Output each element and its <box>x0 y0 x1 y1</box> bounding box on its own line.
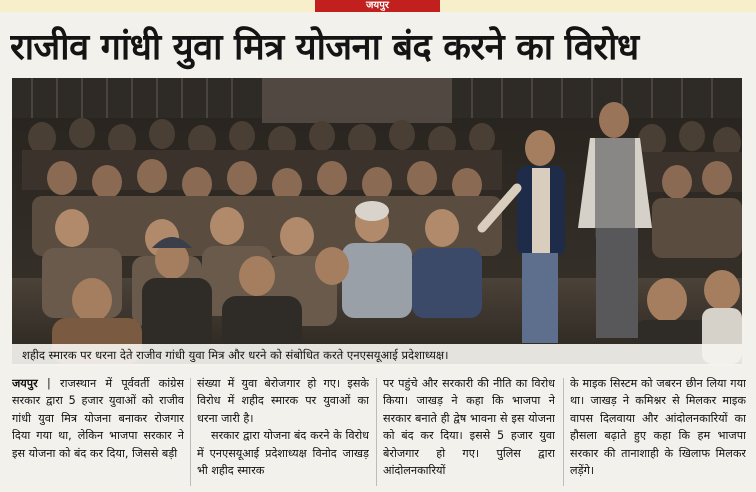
article-text-col3: पर पहुंचे और सरकारी की नीति का विरोध किया। जाखड़ ने कहा कि भाजपा ने सरकार बनाते ही द्वेष भावना से इस योजना को बंद कर दिया। इससे 5 हजार युवा बेरोजगार हो गए। पुलिस द्वारा आंदोलनकारियों <box>383 377 555 478</box>
protest-crowd-illustration <box>12 78 742 364</box>
article-text-col1: राजस्थान में पूर्ववर्ती कांग्रेस सरकार द्वारा 5 हजार युवाओं को राजीव गांधी युवा मित्र योजना बनाकर रोजगार दिया गया था, लेकिन भाजपा सरकार ने इस योजना को बंद कर दिया, जिससे बड़ी <box>12 377 184 460</box>
column-divider <box>563 378 564 486</box>
photo-caption: शहीद स्मारक पर धरना देते राजीव गांधी युवा मित्र और धरने को संबोधित करते एनएसयूआई प्रदेशाध्यक्ष। <box>12 344 742 366</box>
article-text-col4: के माइक सिस्टम को जबरन छीन लिया गया था। जाखड़ ने कमिश्नर से मिलकर माइक वापस दिलवाया और आंदोलनकारियों का हौसला बढ़ाते हुए कहा कि हम भाजपा सरकार की तानाशाही के खिलाफ मिलकर लड़ेंगे। <box>570 377 746 478</box>
article-column-3 <box>383 375 555 489</box>
article-text-col2-p2: सरकार द्वारा योजना बंद करने के विरोध में एनएसयूआई प्रदेशाध्यक्ष विनोद जाखड़ भी शहीद स्मारक <box>197 429 369 478</box>
section-tag: जयपुर <box>315 0 440 12</box>
column-divider <box>190 378 191 486</box>
article-column-4 <box>570 375 746 489</box>
article-column-2 <box>197 375 369 489</box>
news-photo <box>12 78 742 364</box>
article-column-1: जयपुर | राजस्थान में पूर्ववर्ती कांग्रेस सरकार द्वारा 5 हजार युवाओं को राजीव गांधी युवा मित्र योजना बनाकर रोजगार दिया गया था, लेकिन भाजपा सरकार ने इस योजना को बंद कर दिया, जिससे बड़ी <box>12 377 184 460</box>
dateline: जयपुर <box>12 377 38 390</box>
column-divider <box>376 378 377 486</box>
article-text-col2-p1: संख्या में युवा बेरोजगार हो गए। इसके विरोध में शहीद स्मारक पर युवाओं का धरना जारी है। <box>197 377 369 425</box>
headline: राजीव गांधी युवा मित्र योजना बंद करने का विरोध <box>10 27 639 68</box>
